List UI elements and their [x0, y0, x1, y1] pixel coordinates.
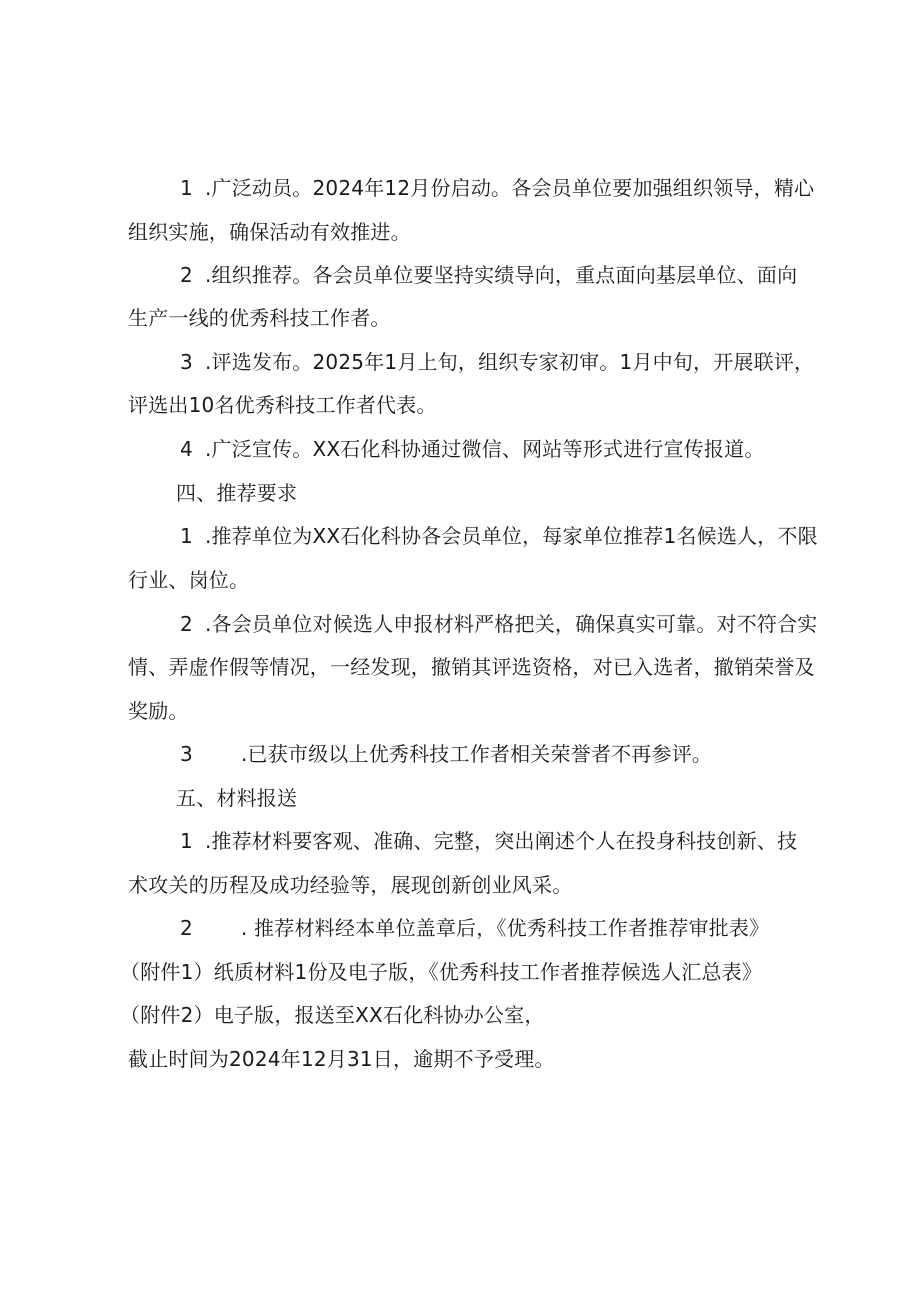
s5-item2-line1 — [180, 915, 769, 941]
s4-item2-text1: .各会员单位对候选人申报材料严格把关，确保真实可靠。对不符合实 — [204, 612, 818, 636]
s3-item3-text1: .评选发布。2025年1月上旬，组织专家初审。1月中旬，开展联评， — [204, 350, 815, 374]
s4-item3-line1 — [180, 741, 712, 767]
s3-item3-line2: 评选出10名优秀科技工作者代表。 — [128, 393, 437, 417]
section4-heading: 四、推荐要求 — [176, 481, 298, 505]
s5-item2-line2: （附件1）纸质材料1份及电子版，《优秀科技工作者推荐候选人汇总表》 — [120, 960, 763, 984]
s3-item1-text1: .广泛动员。2024年12月份启动。各会员单位要加强组织领导，精心 — [204, 176, 815, 200]
s3-item3-line1 — [180, 349, 814, 375]
s5-item2-num: 2 — [180, 916, 193, 940]
s4-item2-line1 — [180, 611, 818, 637]
s4-item2-num: 2 — [180, 612, 193, 636]
s4-item2-line3: 奖励。 — [128, 699, 189, 723]
s3-item1-line2: 组织实施，确保活动有效推进。 — [128, 220, 411, 244]
s3-item1-line1 — [180, 175, 814, 201]
s5-item1-text1: .推荐材料要客观、准确、完整，突出阐述个人在投身科技创新、技 — [204, 829, 798, 853]
s4-item1-text1: .推荐单位为XX石化科协各会员单位，每家单位推荐1名候选人，不限 — [204, 524, 818, 548]
s4-item1-num: 1 — [180, 524, 193, 548]
s3-item4-line1 — [180, 436, 765, 462]
s5-item2-line3: （附件2）电子版，报送至XX石化科协办公室， — [120, 1003, 545, 1027]
s4-item1-line2: 行业、岗位。 — [128, 568, 250, 592]
s4-item3-num: 3 — [180, 742, 193, 766]
s4-item3-text1: .已获市级以上优秀科技工作者相关荣誉者不再参评。 — [240, 742, 713, 766]
s4-item1-line1 — [180, 523, 818, 549]
s3-item4-num: 4 — [180, 437, 193, 461]
s3-item3-num: 3 — [180, 350, 193, 374]
section5-heading: 五、材料报送 — [176, 786, 298, 810]
s5-item2-text1: . 推荐材料经本单位盖章后，《优秀科技工作者推荐审批表》 — [240, 916, 770, 940]
s3-item4-text1: .广泛宣传。XX石化科协通过微信、网站等形式进行宣传报道。 — [204, 437, 765, 461]
s3-item2-line1 — [180, 262, 797, 288]
s5-item1-num: 1 — [180, 829, 193, 853]
s4-item2-line2: 情、弄虚作假等情况，一经发现，撤销其评选资格，对已入选者，撤销荣誉及 — [128, 655, 815, 679]
s3-item2-num: 2 — [180, 263, 193, 287]
s5-item1-line1 — [180, 828, 797, 854]
s5-item2-line4: 截止时间为2024年12月31日，逾期不予受理。 — [128, 1047, 555, 1071]
s3-item1-num: 1 — [180, 176, 193, 200]
s3-item2-text1: .组织推荐。各会员单位要坚持实绩导向，重点面向基层单位、面向 — [204, 263, 798, 287]
s5-item1-line2: 术攻关的历程及成功经验等，展现创新创业风采。 — [128, 873, 573, 897]
s3-item2-line2: 生产一线的优秀科技工作者。 — [128, 306, 391, 330]
